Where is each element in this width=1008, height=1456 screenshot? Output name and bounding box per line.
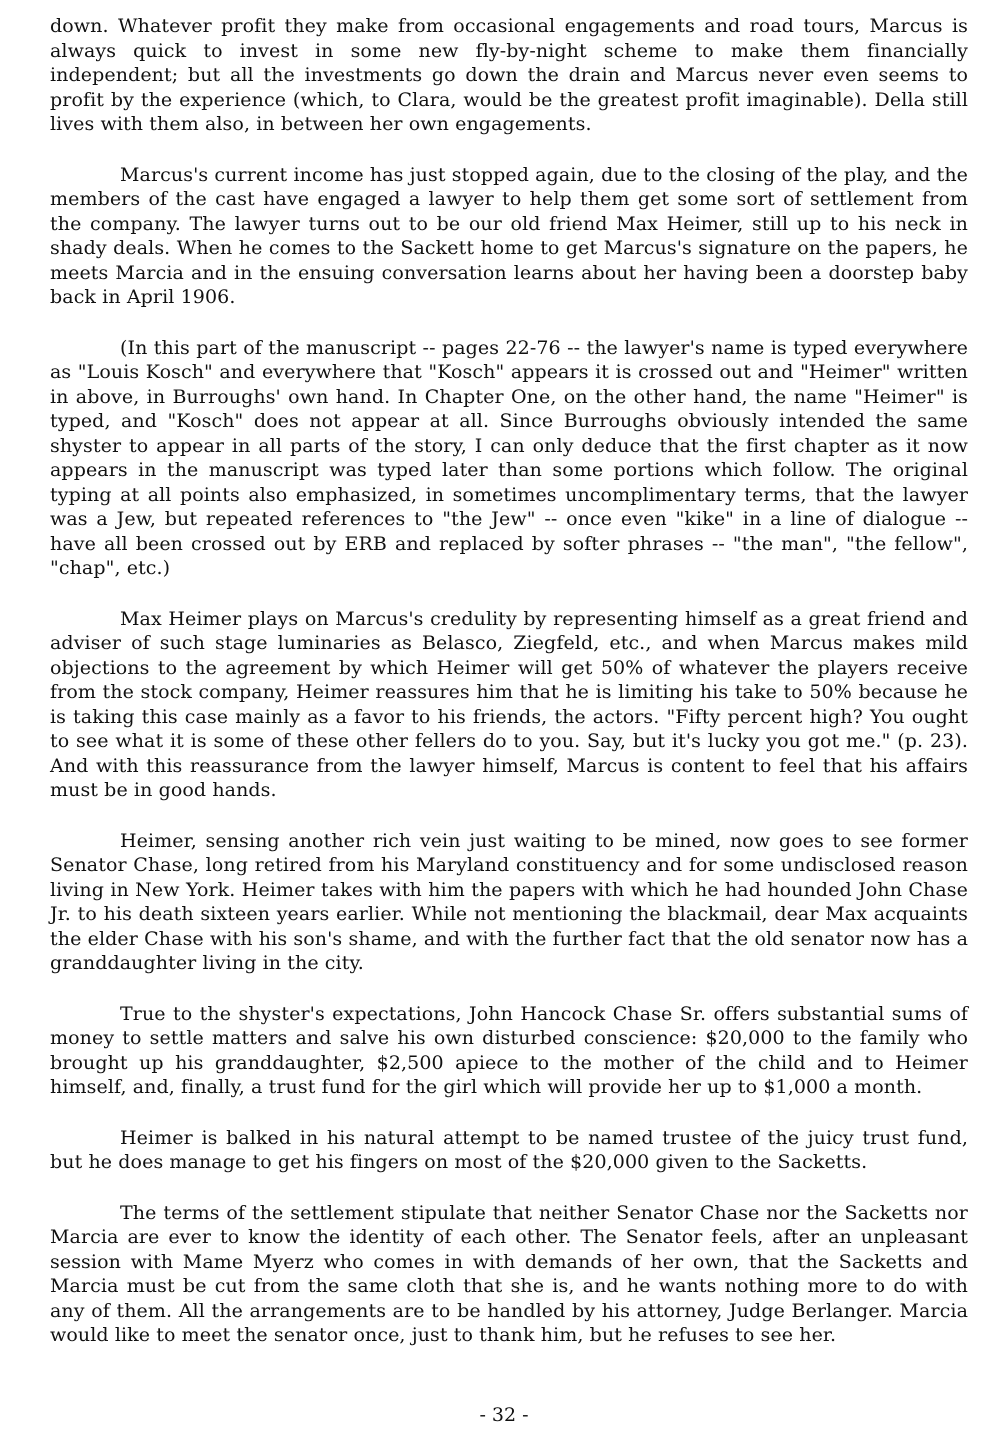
- paragraph-1: down. Whatever profit they make from occasional engagements and road tours, Marcus is always quick to invest in some new fly-by-night scheme to make them financially independent; but all the investments go down the drain and Marcus never even seems to profit by the experience (which, to Clara, would be the greatest profit imaginable). Della still lives with them also, in between her own engagements.: [50, 15, 968, 135]
- paragraph-8: The terms of the settlement stipulate that neither Senator Chase nor the Sacketts nor Marcia are ever to know the identity of each other. The Senator feels, after an unpleasant session with Mame Myerz who comes in with demands of her own, that the Sacketts and Marcia must be cut from the same cloth that she is, and he wants nothing more to do with any of them. All the arrangements are to be handled by his attorney, Judge Berlanger. Marcia would like to meet the senator once, just to thank him, but he refuses to see her.: [50, 1201, 968, 1346]
- paragraph-5: Heimer, sensing another rich vein just waiting to be mined, now goes to see former Senator Chase, long retired from his Maryland constituency and for some undisclosed reason living in New York. Heimer takes with him the papers with which he had hounded John Chase Jr. to his death sixteen years earlier. While not mentioning the blackmail, dear Max acquaints the elder Chase with his son's shame, and with the further fact that the old senator now has a granddaughter living in the city.: [50, 829, 968, 974]
- page-number: - 32 -: [479, 1404, 529, 1426]
- paragraph-7: Heimer is balked in his natural attempt to be named trustee of the juicy trust fund, but he does manage to get his fingers on most of the $20,000 given to the Sacketts.: [50, 1126, 968, 1173]
- paragraph-4: Max Heimer plays on Marcus's credulity by representing himself as a great friend and adviser of such stage luminaries as Belasco, Ziegfeld, etc., and when Marcus makes mild objections to the agreement by which Heimer will get 50% of whatever the players receive from the stock company, Heimer reassures him that he is limiting his take to 50% because he is taking this case mainly as a favor to his friends, the actors. "Fifty percent high? You ought to see what it is some of these other fellers do to you. Say, but it's lucky you got me." (p. 23). And with this reassurance from the lawyer himself, Marcus is content to feel that his affairs must be in good hands.: [50, 607, 968, 801]
- paragraph-3: (In this part of the manuscript -- pages 22-76 -- the lawyer's name is typed everywhere as "Louis Kosch" and everywhere that "Kosch" appears it is crossed out and "Heimer" written in above, in Burroughs' own hand. In Chapter One, on the other hand, the name "Heimer" is typed, and "Kosch" does not appear at all. Since Burroughs obviously intended the same shyster to appear in all parts of the story, I can only deduce that the first chapter as it now appears in the manuscript was typed later than some portions which follow. The original typing at all points also emphasized, in sometimes uncomplimentary terms, that the lawyer was a Jew, but repeated references to "the Jew" -- once even "kike" in a line of dialogue -- have all been crossed out by ERB and replaced by softer phrases -- "the man", "the fellow", "chap", etc.): [50, 336, 968, 579]
- paragraph-2: Marcus's current income has just stopped again, due to the closing of the play, and the members of the cast have engaged a lawyer to help them get some sort of settlement from the company. The lawyer turns out to be our old friend Max Heimer, still up to his neck in shady deals. When he comes to the Sackett home to get Marcus's signature on the papers, he meets Marcia and in the ensuing conversation learns about her having been a doorstep baby back in April 1906.: [50, 163, 968, 308]
- document-page: [50, 14, 968, 1374]
- paragraph-6: True to the shyster's expectations, John Hancock Chase Sr. offers substantial sums of money to settle matters and salve his own disturbed conscience: $20,000 to the family who brought up his granddaughter, $2,500 apiece to the mother of the child and to Heimer himself, and, finally, a trust fund for the girl which will provide her up to $1,000 a month.: [50, 1002, 968, 1098]
